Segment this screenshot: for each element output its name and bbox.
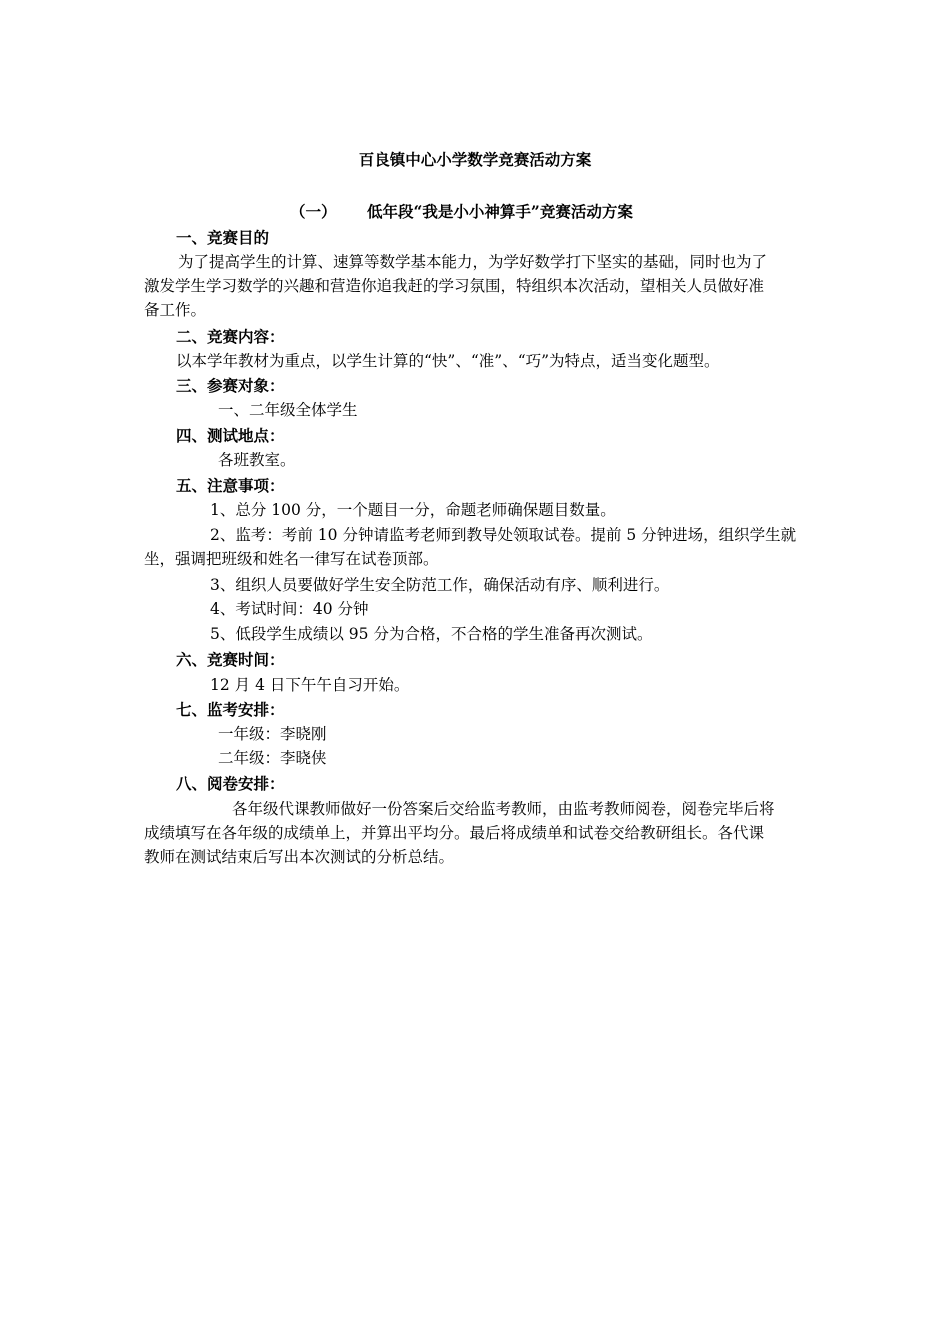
section-5-item-4: 4、考试时间：40 分钟: [210, 600, 369, 618]
document-title: 百良镇中心小学数学竞赛活动方案: [358, 150, 592, 169]
section-2-line-1: 以本学年教材为重点，以学生计算的“快”、“准”、“巧”为特点，适当变化题型。: [176, 352, 720, 370]
section-8-heading: 八、阅卷安排：: [176, 774, 285, 793]
section-1-line-2: 激发学生学习数学的兴趣和营造你追我赶的学习氛围，特组织本次活动，望相关人员做好准: [144, 277, 765, 295]
section-5-item-3: 3、组织人员要做好学生安全防范工作，确保活动有序、顺利进行。: [210, 576, 670, 594]
section-3-line-1: 一、二年级全体学生: [218, 401, 358, 419]
section-3-heading: 三、参赛对象：: [176, 376, 285, 395]
section-5-item-2-line-2: 坐，强调把班级和姓名一律写在试卷顶部。: [144, 550, 439, 568]
section-8-line-1: 各年级代课教师做好一份答案后交给监考教师，由监考教师阅卷，阅卷完毕后将: [232, 800, 775, 818]
section-1-heading: 一、竞赛目的: [176, 228, 270, 247]
section-5-heading: 五、注意事项：: [176, 476, 285, 495]
section-8-line-3: 教师在测试结束后写出本次测试的分析总结。: [144, 848, 455, 866]
section-7-heading: 七、监考安排：: [176, 700, 285, 719]
section-4-line-1: 各班教室。: [218, 451, 296, 469]
section-5-item-5: 5、低段学生成绩以 95 分为合格，不合格的学生准备再次测试。: [210, 625, 653, 643]
section-5-item-1: 1、总分 100 分，一个题目一分，命题老师确保题目数量。: [210, 501, 616, 519]
section-4-heading: 四、测试地点：: [176, 426, 285, 445]
section-7-line-1: 一年级：李晓刚: [218, 725, 327, 743]
section-1-line-1: 为了提高学生的计算、速算等数学基本能力，为学好数学打下坚实的基础，同时也为了: [178, 253, 768, 271]
section-1-line-3: 备工作。: [144, 301, 207, 319]
subtitle-text: 低年段“我是小小神算手”竞赛活动方案: [367, 202, 633, 221]
section-5-item-2-line-1: 2、监考：考前 10 分钟请监考老师到教导处领取试卷。提前 5 分钟进场，组织学生就: [210, 526, 797, 544]
subtitle-number: （一）: [290, 202, 337, 221]
section-6-line-1: 12 月 4 日下午午自习开始。: [210, 676, 410, 694]
section-6-heading: 六、竞赛时间：: [176, 650, 285, 669]
section-8-line-2: 成绩填写在各年级的成绩单上，并算出平均分。最后将成绩单和试卷交给教研组长。各代课: [144, 824, 765, 842]
section-2-heading: 二、竞赛内容：: [176, 327, 285, 346]
section-7-line-2: 二年级：李晓侠: [218, 749, 327, 767]
